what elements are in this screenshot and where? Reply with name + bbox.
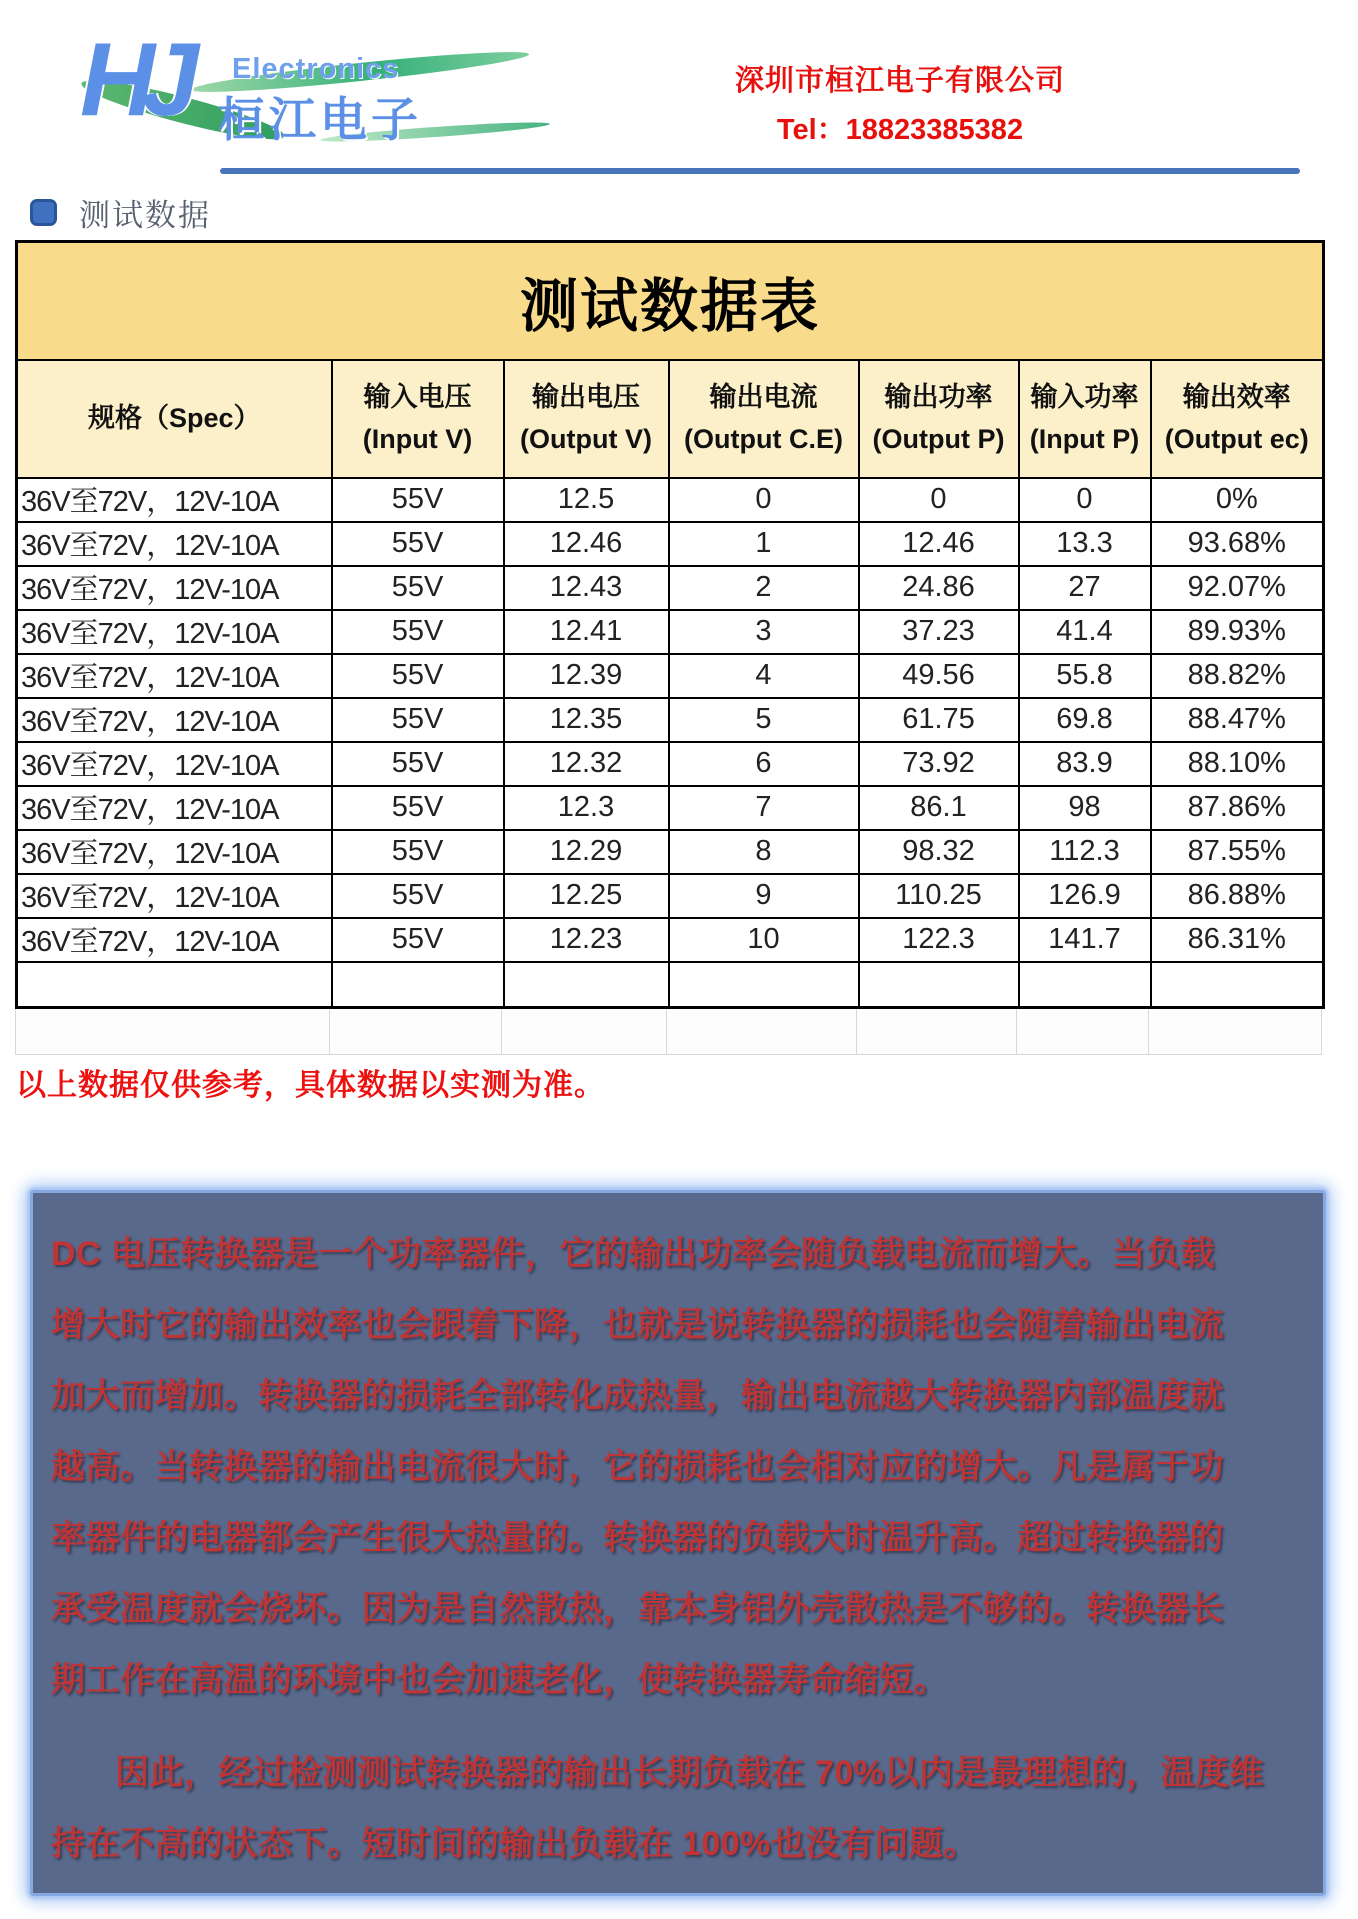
table-cell: 36V至72V，12V-10A: [17, 874, 332, 918]
light-grid-cell: [15, 1009, 330, 1055]
company-logo: [70, 22, 490, 150]
table-cell: 89.93%: [1151, 610, 1324, 654]
table-cell: 0: [1019, 478, 1151, 522]
column-header-en: (Output V): [520, 423, 652, 454]
table-cell: 55V: [332, 610, 504, 654]
table-row: [17, 698, 1324, 742]
note-box: [30, 1190, 1326, 1896]
table-row: [17, 742, 1324, 786]
light-grid-cell: [502, 1009, 667, 1055]
table-cell: 55V: [332, 522, 504, 566]
table-cell: 36V至72V，12V-10A: [17, 830, 332, 874]
table-row: [17, 654, 1324, 698]
table-row: [17, 566, 1324, 610]
table-cell: 36V至72V，12V-10A: [17, 742, 332, 786]
disclaimer-text: 以上数据仅供参考，具体数据以实测为准。: [16, 1069, 605, 1102]
column-header-zh: 输出电流: [709, 381, 818, 412]
table-cell: 55V: [332, 698, 504, 742]
table-cell: 7: [669, 786, 859, 830]
column-header-zh: 输出功率: [884, 381, 993, 412]
table-cell: 4: [669, 654, 859, 698]
table-cell: 2: [669, 566, 859, 610]
table-cell: 12.43: [504, 566, 669, 610]
table-cell: 55V: [332, 830, 504, 874]
table-cell: 3: [669, 610, 859, 654]
company-contact-block: [690, 58, 1110, 148]
column-header: [504, 360, 669, 478]
table-cell: 98.32: [859, 830, 1019, 874]
note-line: 增大时它的输出效率也会跟着下降，也就是说转换器的损耗也会随着输出电流: [51, 1306, 1224, 1344]
column-header-zh: 输出电压: [532, 381, 640, 412]
table-cell: 98: [1019, 786, 1151, 830]
table-cell: 49.56: [859, 654, 1019, 698]
column-header: [17, 360, 332, 478]
table-cell-empty: [504, 962, 669, 1008]
table-cell: 0: [859, 478, 1019, 522]
table-cell: 24.86: [859, 566, 1019, 610]
note-line: 率器件的电器都会产生很大热量的。转换器的负载大时温升高。超过转换器的: [51, 1519, 1224, 1557]
note-line: 期工作在高温的环境中也会加速老化，使转换器寿命缩短。: [51, 1661, 948, 1699]
section-bullet-icon: [30, 199, 57, 226]
table-cell: 126.9: [1019, 874, 1151, 918]
table-cell: 12.5: [504, 478, 669, 522]
table-cell: 110.25: [859, 874, 1019, 918]
column-header: [332, 360, 504, 478]
table-cell: 36V至72V，12V-10A: [17, 698, 332, 742]
table-cell: 12.29: [504, 830, 669, 874]
logo-electronics-text: Electronics: [232, 53, 400, 85]
table-cell: 12.25: [504, 874, 669, 918]
table-cell: 88.47%: [1151, 698, 1324, 742]
table-header-row: [17, 360, 1324, 478]
table-cell: 36V至72V，12V-10A: [17, 610, 332, 654]
table-row: [17, 874, 1324, 918]
table-row: [17, 522, 1324, 566]
column-header: [1151, 360, 1324, 478]
table-cell: 86.31%: [1151, 918, 1324, 962]
note-line: 因此，经过检测测试转换器的输出长期负载在 70%以内是最理想的，温度维: [115, 1754, 1264, 1792]
company-phone: Tel：18823385382: [776, 114, 1024, 146]
table-cell: 87.86%: [1151, 786, 1324, 830]
table-row: [17, 786, 1324, 830]
table-cell-empty: [17, 962, 332, 1008]
table-cell: 27: [1019, 566, 1151, 610]
logo-chinese-text: 桓江电子: [218, 93, 422, 146]
light-grid-cell: [667, 1009, 857, 1055]
logo-hj-monogram: HJ: [80, 22, 185, 138]
table-cell: 88.82%: [1151, 654, 1324, 698]
table-row: [17, 610, 1324, 654]
light-grid-cell: [1149, 1009, 1322, 1055]
column-header-zh: 输出效率: [1182, 381, 1291, 412]
column-header-en: (Input P): [1029, 423, 1140, 454]
table-cell-empty: [1019, 962, 1151, 1008]
table-cell-empty: [859, 962, 1019, 1008]
column-header: [859, 360, 1019, 478]
test-data-table: [15, 240, 1325, 1009]
table-row: [17, 478, 1324, 522]
table-cell: 12.35: [504, 698, 669, 742]
column-header-zh: 输入电压: [363, 381, 472, 412]
table-cell: 55V: [332, 918, 504, 962]
table-light-row: [15, 1009, 1322, 1055]
light-grid-cell: [857, 1009, 1017, 1055]
section-heading: [30, 190, 211, 235]
column-header-zh: 输入功率: [1030, 381, 1139, 412]
table-cell: 36V至72V，12V-10A: [17, 566, 332, 610]
table-row: [17, 918, 1324, 962]
table-cell: 1: [669, 522, 859, 566]
table-cell: 36V至72V，12V-10A: [17, 918, 332, 962]
table-cell: 8: [669, 830, 859, 874]
note-line: 承受温度就会烧坏。因为是自然散热，靠本身铝外壳散热是不够的。转换器长: [51, 1590, 1224, 1628]
table-cell: 6: [669, 742, 859, 786]
table-cell: 12.41: [504, 610, 669, 654]
table-cell: 12.46: [859, 522, 1019, 566]
table-cell: 12.39: [504, 654, 669, 698]
table-cell: 12.32: [504, 742, 669, 786]
company-name: 深圳市桓江电子有限公司: [734, 65, 1065, 97]
table-cell: 55V: [332, 478, 504, 522]
table-cell: 37.23: [859, 610, 1019, 654]
note-line: 持在不高的状态下。短时间的输出负载在 100%也没有问题。: [51, 1825, 978, 1863]
test-data-table-wrap: [15, 240, 1322, 1055]
table-cell: 112.3: [1019, 830, 1151, 874]
table-cell: 92.07%: [1151, 566, 1324, 610]
light-grid-cell: [1017, 1009, 1149, 1055]
table-cell: 55V: [332, 654, 504, 698]
table-cell-empty: [669, 962, 859, 1008]
table-cell: 55V: [332, 786, 504, 830]
table-cell: 69.8: [1019, 698, 1151, 742]
table-cell: 12.3: [504, 786, 669, 830]
note-line: 越高。当转换器的输出电流很大时，它的损耗也会相对应的增大。凡是属于功: [51, 1448, 1224, 1486]
table-cell: 36V至72V，12V-10A: [17, 786, 332, 830]
table-cell: 55.8: [1019, 654, 1151, 698]
table-cell: 83.9: [1019, 742, 1151, 786]
table-cell: 41.4: [1019, 610, 1151, 654]
column-header-en: (Output C.E): [684, 423, 843, 454]
table-empty-row: [17, 962, 1324, 1008]
section-title: 测试数据: [79, 198, 211, 233]
column-header: [669, 360, 859, 478]
table-cell: 13.3: [1019, 522, 1151, 566]
table-cell: 10: [669, 918, 859, 962]
table-cell: 55V: [332, 874, 504, 918]
header-divider: [220, 168, 1300, 174]
table-cell: 55V: [332, 566, 504, 610]
table-cell: 61.75: [859, 698, 1019, 742]
table-cell-empty: [1151, 962, 1324, 1008]
column-header: [1019, 360, 1151, 478]
table-cell: 36V至72V，12V-10A: [17, 478, 332, 522]
table-cell: 122.3: [859, 918, 1019, 962]
column-header-zh: 规格（Spec）: [87, 402, 261, 433]
table-cell: 88.10%: [1151, 742, 1324, 786]
table-cell: 5: [669, 698, 859, 742]
table-cell: 141.7: [1019, 918, 1151, 962]
table-cell: 86.88%: [1151, 874, 1324, 918]
table-row: [17, 830, 1324, 874]
table-cell: 36V至72V，12V-10A: [17, 522, 332, 566]
table-cell: 12.46: [504, 522, 669, 566]
note-line: 加大而增加。转换器的损耗全部转化成热量，输出电流越大转换器内部温度就: [51, 1377, 1224, 1415]
table-cell: 12.23: [504, 918, 669, 962]
light-grid-cell: [330, 1009, 502, 1055]
table-cell: 9: [669, 874, 859, 918]
table-cell: 0%: [1151, 478, 1324, 522]
table-cell: 73.92: [859, 742, 1019, 786]
table-cell: 87.55%: [1151, 830, 1324, 874]
table-title: 测试数据表: [17, 242, 1324, 360]
column-header-en: (Output P): [872, 423, 1005, 454]
column-header-en: (Input V): [362, 423, 473, 454]
note-line: DC 电压转换器是一个功率器件，它的输出功率会随负载电流而增大。当负载: [51, 1235, 1216, 1273]
table-cell: 36V至72V，12V-10A: [17, 654, 332, 698]
table-cell: 86.1: [859, 786, 1019, 830]
table-cell: 0: [669, 478, 859, 522]
table-cell: 55V: [332, 742, 504, 786]
table-cell-empty: [332, 962, 504, 1008]
column-header-en: (Output ec): [1164, 423, 1309, 454]
table-cell: 93.68%: [1151, 522, 1324, 566]
